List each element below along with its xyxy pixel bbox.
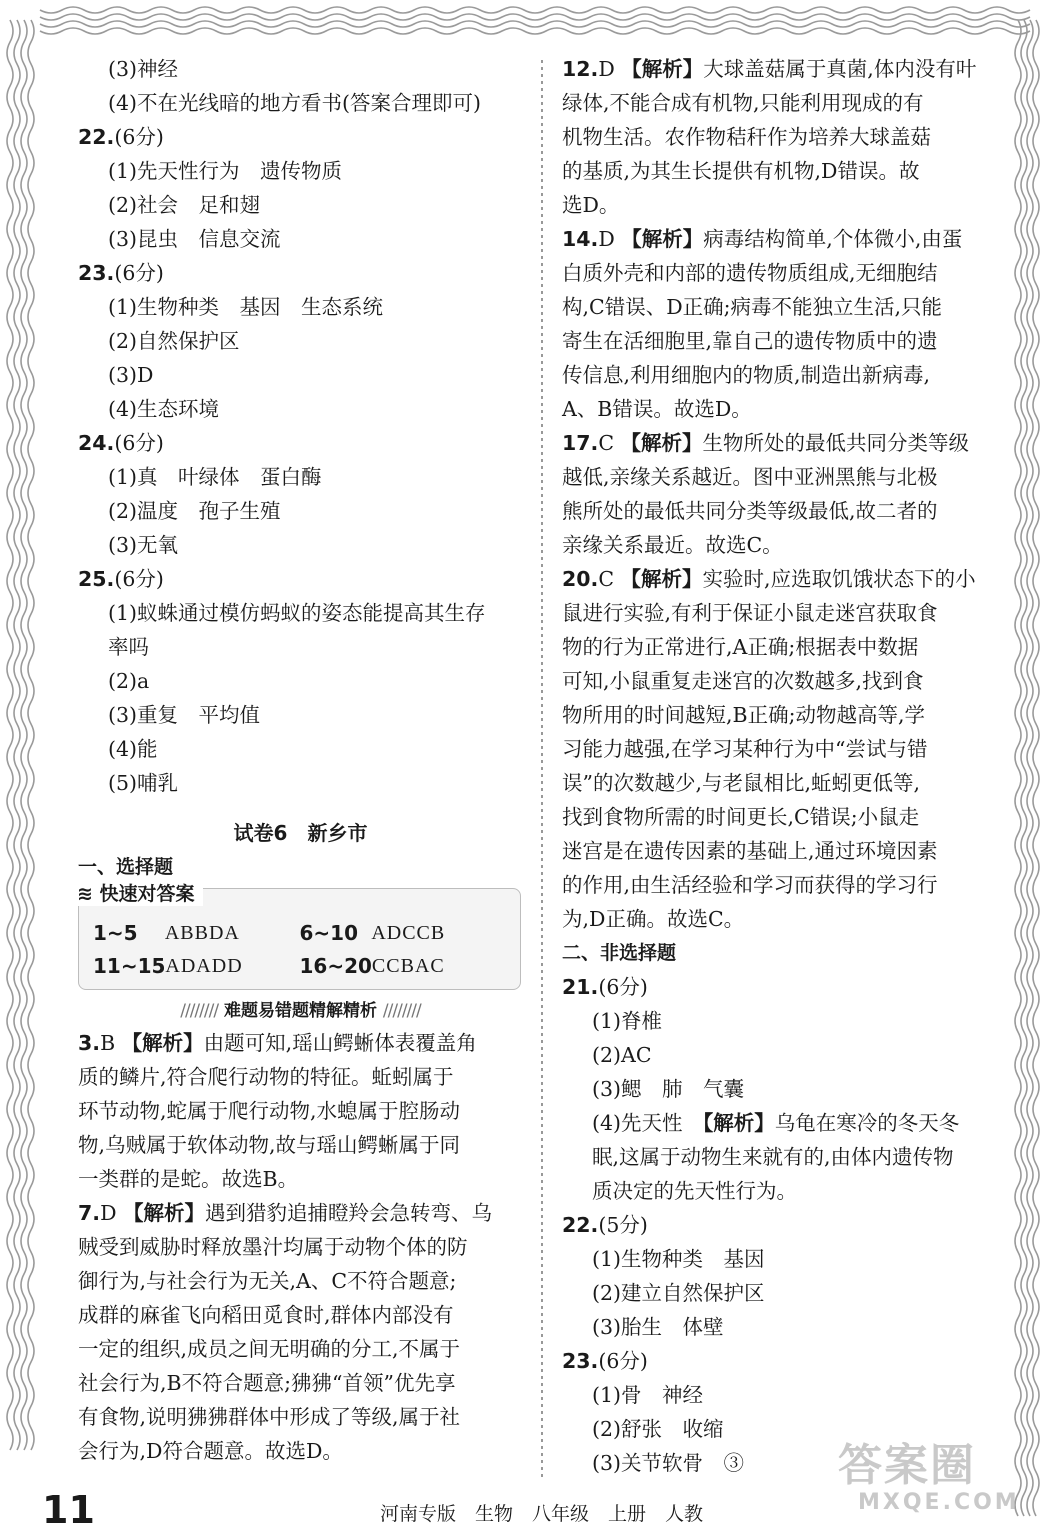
question-number: 21. [562, 975, 599, 999]
analysis-text: 物的行为正常进行,A正确;根据表中数据 [562, 635, 919, 659]
watermark-text: 答案圈 [838, 1440, 976, 1491]
answer-line: (3)鳃 肺 气囊 [592, 1077, 745, 1101]
analysis-7 [78, 1196, 523, 1468]
analysis-text: 寄生在活细胞里,靠自己的遗传物质中的遗 [562, 329, 938, 353]
answer-key: ADADD [165, 955, 243, 977]
analysis-text: 找到食物所需的时间更长,C错误;小鼠走 [562, 805, 920, 829]
right-column [562, 52, 1007, 1480]
analysis-text: 传信息,利用细胞内的物质,制造出新病毒, [562, 363, 931, 387]
analysis-text: 绿体,不能合成有机物,只能利用现成的有 [562, 91, 924, 115]
answer-key: ABBDA [164, 922, 240, 944]
range-label: 11~15 [93, 954, 166, 978]
analysis-text: 的作用,由生活经验和学习而获得的学习行 [562, 873, 938, 897]
answer-line: (1)先天性行为 遗传物质 [108, 159, 343, 183]
analysis-text: 眠,这属于动物生来就有的,由体内遗传物 [592, 1145, 954, 1169]
analysis-text: 质决定的先天性行为。 [592, 1179, 797, 1203]
analysis-text: 贼受到威胁时释放墨汁均属于动物个体的防 [78, 1235, 468, 1259]
answer-line: (1)生物种类 基因 [592, 1247, 765, 1271]
analysis-tag: 【解析】 [121, 1031, 204, 1055]
question-number: 20. [562, 567, 599, 591]
answer-line: (3)神经 [108, 57, 179, 81]
answer-letter: D [598, 57, 615, 81]
question-score: (6分) [114, 125, 164, 149]
analysis-text: 有食物,说明狒狒群体中形成了等级,属于社 [78, 1405, 461, 1429]
question-number: 14. [562, 227, 599, 251]
question-score: (6分) [598, 1349, 648, 1373]
answer-letter: C [598, 431, 615, 455]
analysis-text: 会行为,D符合题意。故选D。 [78, 1439, 343, 1463]
answer-line: (2)a [108, 669, 150, 693]
answer-line: (3)D [108, 363, 154, 387]
question-number: 7. [78, 1201, 101, 1225]
analysis-3 [78, 1026, 523, 1196]
analysis-tag: 【解析】 [621, 57, 704, 81]
analysis-text: 亲缘关系最近。故选C。 [562, 533, 783, 557]
answer-line: (3)关节软骨 ③ [592, 1451, 745, 1475]
section-heading: 一、选择题 [78, 856, 174, 878]
banner-title: 难题易错题精解精析 [224, 1001, 377, 1021]
analysis-text: 环节动物,蛇属于爬行动物,水螅属于腔肠动 [78, 1099, 461, 1123]
answer-line: (1)骨 神经 [592, 1383, 704, 1407]
watermark-logo [838, 1442, 1028, 1528]
question-score: (5分) [598, 1213, 648, 1237]
answer-line: (4)能 [108, 737, 158, 761]
banner-decoration: //////// [382, 1001, 421, 1021]
answer-line: (2)自然保护区 [108, 329, 240, 353]
banner-decoration: //////// [180, 1001, 219, 1021]
question-number: 23. [78, 261, 115, 285]
analysis-text: 习能力越强,在学习某种行为中“尝试与错 [562, 737, 928, 761]
analysis-tag: 【解析】 [620, 567, 703, 591]
analysis-text: A、B错误。故选D。 [562, 397, 752, 421]
question-number: 22. [78, 125, 115, 149]
quick-answer-row [93, 917, 506, 950]
analysis-text: 乌龟在寒冷的冬天冬 [774, 1111, 960, 1135]
question-23-header [562, 1344, 1007, 1378]
answer-line: 率吗 [108, 635, 149, 659]
analysis-text: 质的鳞片,符合爬行动物的特征。蚯蚓属于 [78, 1065, 454, 1089]
analysis-text: 生物所处的最低共同分类等级 [702, 431, 970, 455]
analysis-tag: 【解析】 [123, 1201, 206, 1225]
answer-line: (3)胎生 体壁 [592, 1315, 724, 1339]
analysis-text: 构,C错误、D正确;病毒不能独立生活,只能 [562, 295, 943, 319]
analysis-text: 误”的次数越少,与老鼠相比,蚯蚓更低等, [562, 771, 921, 795]
answer-key: CCBAC [371, 955, 445, 977]
analysis-text: 可知,小鼠重复走迷宫的次数越多,找到食 [562, 669, 924, 693]
answer-line: (3)重复 平均值 [108, 703, 261, 727]
analysis-tag: 【解析】 [620, 431, 703, 455]
quick-answer-box [77, 883, 521, 990]
question-22-header [562, 1208, 1007, 1242]
answer-line: (1)脊椎 [592, 1009, 663, 1033]
analysis-text: 白质外壳和内部的遗传物质组成,无细胞结 [562, 261, 938, 285]
analysis-text: 选D。 [562, 193, 620, 217]
analysis-tag: 【解析】 [621, 227, 704, 251]
page-number: 11 [42, 1488, 95, 1532]
answer-line: (2)建立自然保护区 [592, 1281, 765, 1305]
analysis-text: 由题可知,瑶山鳄蜥体表覆盖角 [203, 1031, 477, 1055]
section-heading: 二、非选择题 [562, 942, 677, 964]
analysis-text: 一定的组织,成员之间无明确的分工,不属于 [78, 1337, 461, 1361]
question-score: (6分) [114, 567, 164, 591]
analysis-text: 熊所处的最低共同分类等级最低,故二者的 [562, 499, 938, 523]
analysis-14 [562, 222, 1007, 426]
answer-line: (4)不在光线暗的地方看书(答案合理即可) [108, 91, 482, 115]
answer-line: (5)哺乳 [108, 771, 179, 795]
range-label: 1~5 [93, 921, 138, 945]
answer-line: (4)生态环境 [108, 397, 220, 421]
question-number: 3. [78, 1031, 101, 1055]
answer-letter: C [598, 567, 615, 591]
analysis-text: 机物生活。农作物秸秆作为培养大球盖菇 [562, 125, 931, 149]
quick-answer-heading: ≋ 快速对答案 [73, 879, 203, 906]
question-number: 17. [562, 431, 599, 455]
analysis-tag: 【解析】 [703, 1111, 775, 1135]
question-number: 25. [78, 567, 115, 591]
analysis-text: 的基质,为其生长提供有机物,D错误。故 [562, 159, 920, 183]
paper-title: 试卷6 新乡市 [233, 821, 368, 845]
answer-letter: B [100, 1031, 116, 1055]
analysis-text: 实验时,应选取饥饿状态下的小 [702, 567, 976, 591]
question-number: 22. [562, 1213, 599, 1237]
analysis-text: 大球盖菇属于真菌,体内没有叶 [703, 57, 977, 81]
answer-line: (1)蚁蛛通过模仿蚂蚁的姿态能提高其生存 [108, 601, 486, 625]
answer-line [562, 1106, 1007, 1140]
analysis-text: 病毒结构简单,个体微小,由蛋 [703, 227, 963, 251]
answer-line: (2)温度 孢子生殖 [108, 499, 281, 523]
analysis-12 [562, 52, 1007, 222]
analysis-text: 一类群的是蛇。故选B。 [78, 1167, 299, 1191]
answer-line: (1)生物种类 基因 生态系统 [108, 295, 384, 319]
analysis-text: 物,乌贼属于软体动物,故与瑶山鳄蜥属于同 [78, 1133, 461, 1157]
question-24-header [78, 426, 523, 460]
analysis-text: 鼠进行实验,有利于保证小鼠走迷宫获取食 [562, 601, 938, 625]
question-number: 23. [562, 1349, 599, 1373]
analysis-text: 迷宫是在遗传因素的基础上,通过环境因素 [562, 839, 938, 863]
analysis-text: 社会行为,B不符合题意;狒狒“首领”优先享 [78, 1371, 456, 1395]
question-22-header [78, 120, 523, 154]
analysis-20 [562, 562, 1007, 936]
quick-answer-row [93, 950, 506, 983]
answer-line: (3)昆虫 信息交流 [108, 227, 281, 251]
question-score: (6分) [114, 261, 164, 285]
analysis-text: 御行为,与社会行为无关,A、C不符合题意; [78, 1269, 457, 1293]
question-21-header [562, 970, 1007, 1004]
analysis-text: 物所用的时间越短,B正确;动物越高等,学 [562, 703, 926, 727]
answer-text: (4)先天性 [592, 1111, 704, 1135]
analysis-text: 为,D正确。故选C。 [562, 907, 745, 931]
footer-edition-info: 河南专版 生物 八年级 上册 人教 [380, 1503, 704, 1525]
answer-key: ADCCB [371, 922, 446, 944]
answer-line: (3)无氧 [108, 533, 179, 557]
analysis-text: 遇到猎豹追捕瞪羚会急转弯、乌 [205, 1201, 493, 1225]
analysis-text: 成群的麻雀飞向稻田觅食时,群体内部没有 [78, 1303, 454, 1327]
answer-letter: D [598, 227, 615, 251]
answer-line: (2)舒张 收缩 [592, 1417, 724, 1441]
range-label: 16~20 [299, 954, 372, 978]
analysis-17 [562, 426, 1007, 562]
answer-letter: D [100, 1201, 117, 1225]
range-label: 6~10 [299, 921, 359, 945]
question-score: (6分) [114, 431, 164, 455]
question-23-header [78, 256, 523, 290]
question-number: 24. [78, 431, 115, 455]
answer-line: (1)真 叶绿体 蛋白酶 [108, 465, 322, 489]
watermark-domain: MXQE.COM [858, 1490, 1020, 1515]
analysis-banner [78, 996, 523, 1026]
question-number: 12. [562, 57, 599, 81]
analysis-text: 越低,亲缘关系越近。图中亚洲黑熊与北极 [562, 465, 938, 489]
answer-line: (2)AC [592, 1043, 652, 1067]
answer-line: (2)社会 足和翅 [108, 193, 261, 217]
question-25-header [78, 562, 523, 596]
question-score: (6分) [598, 975, 648, 999]
left-column [78, 52, 523, 1468]
